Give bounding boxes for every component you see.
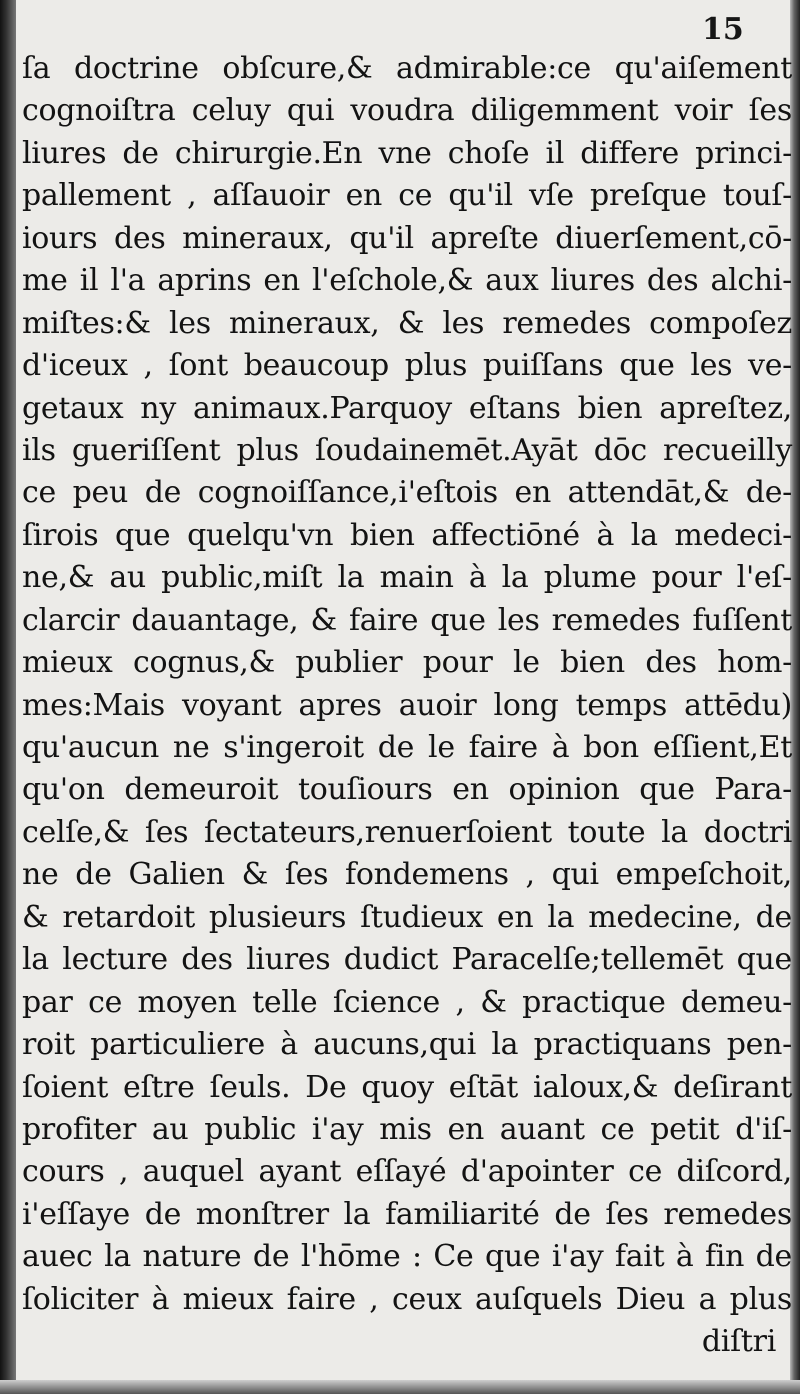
text-line: liures de chirurgie.En vne choſe il differe princi- <box>22 135 792 171</box>
text-line: clarcir dauantage, & faire que les remedes fuſſent <box>22 602 792 638</box>
text-line: par ce moyen telle ſcience , & practique demeu- <box>22 984 792 1020</box>
body-text <box>22 48 792 1364</box>
text-line: miſtes:& les mineraux, & les remedes compoſez <box>22 305 792 341</box>
text-line: d'iceux , ſont beaucoup plus puiſſans que les ve- <box>22 348 792 384</box>
catchword: diſtri <box>701 1324 776 1360</box>
text-line: i'eſſaye de monſtrer la familiarité de ſes remedes <box>22 1196 792 1232</box>
text-line: qu'aucun ne s'ingeroit de le faire à bon eſſient,Et <box>22 730 792 765</box>
text-line: ſirois que quelqu'vn bien affectiōné à la medeci- <box>22 517 792 553</box>
text-line: celſe,& ſes ſectateurs,renuerſoient toute la doctri <box>22 814 792 850</box>
text-line: ſoient eſtre ſeuls. De quoy eſtāt ialoux,& deſirant <box>22 1069 792 1105</box>
text-line: auec la nature de l'hōme : Ce que i'ay fait à fin de <box>22 1239 792 1275</box>
text-line: mes:Mais voyant apres auoir long temps attēdu) <box>22 687 792 723</box>
text-line: ne,& au public,miſt la main à la plume pour l'eſ- <box>22 560 792 596</box>
text-line: ce peu de cognoiſſance,i'eſtois en attendāt,& de- <box>22 475 792 511</box>
text-line: ſa doctrine obſcure,& admirable:ce qu'aiſement <box>22 51 792 86</box>
page-binding-shadow <box>0 0 16 1394</box>
text-line: me il l'a aprins en l'eſchole,& aux liures des alchi- <box>22 263 792 299</box>
text-line: cours , auquel ayant eſſayé d'apointer ce diſcord, <box>22 1154 792 1190</box>
text-line: pallement , aſſauoir en ce qu'il vſe preſque touſ- <box>22 178 792 214</box>
page-number: 15 <box>702 12 744 47</box>
text-line: ne de Galien & ſes fondemens , qui empeſchoit, <box>22 857 792 893</box>
text-line: iours des mineraux, qu'il apreſte diuerſement,cō- <box>22 220 792 256</box>
text-line: getaux ny animaux.Parquoy eſtans bien apreſtez, <box>22 390 792 426</box>
text-line: ils gueriſſent plus ſoudainemēt.Ayāt dōc recueilly <box>22 432 792 468</box>
text-line: qu'on demeuroit touſiours en opinion que Para- <box>22 772 792 808</box>
text-line: mieux cognus,& publier pour le bien des hom- <box>22 645 792 681</box>
text-line: profiter au public i'ay mis en auant ce petit d'iſ- <box>22 1111 792 1147</box>
text-line: la lecture des liures dudict Paracelſe;tellemēt que <box>22 942 792 978</box>
text-line: ſoliciter à mieux faire , ceux auſquels Dieu a plus <box>22 1281 792 1317</box>
text-line: & retardoit plusieurs ſtudieux en la medecine, de <box>22 899 792 935</box>
text-line: cognoiſtra celuy qui voudra diligemment voir ſes <box>22 93 792 129</box>
text-line: roit particuliere à aucuns,qui la practiquans pen- <box>22 1027 792 1063</box>
page-bottom-edge <box>0 1380 800 1394</box>
